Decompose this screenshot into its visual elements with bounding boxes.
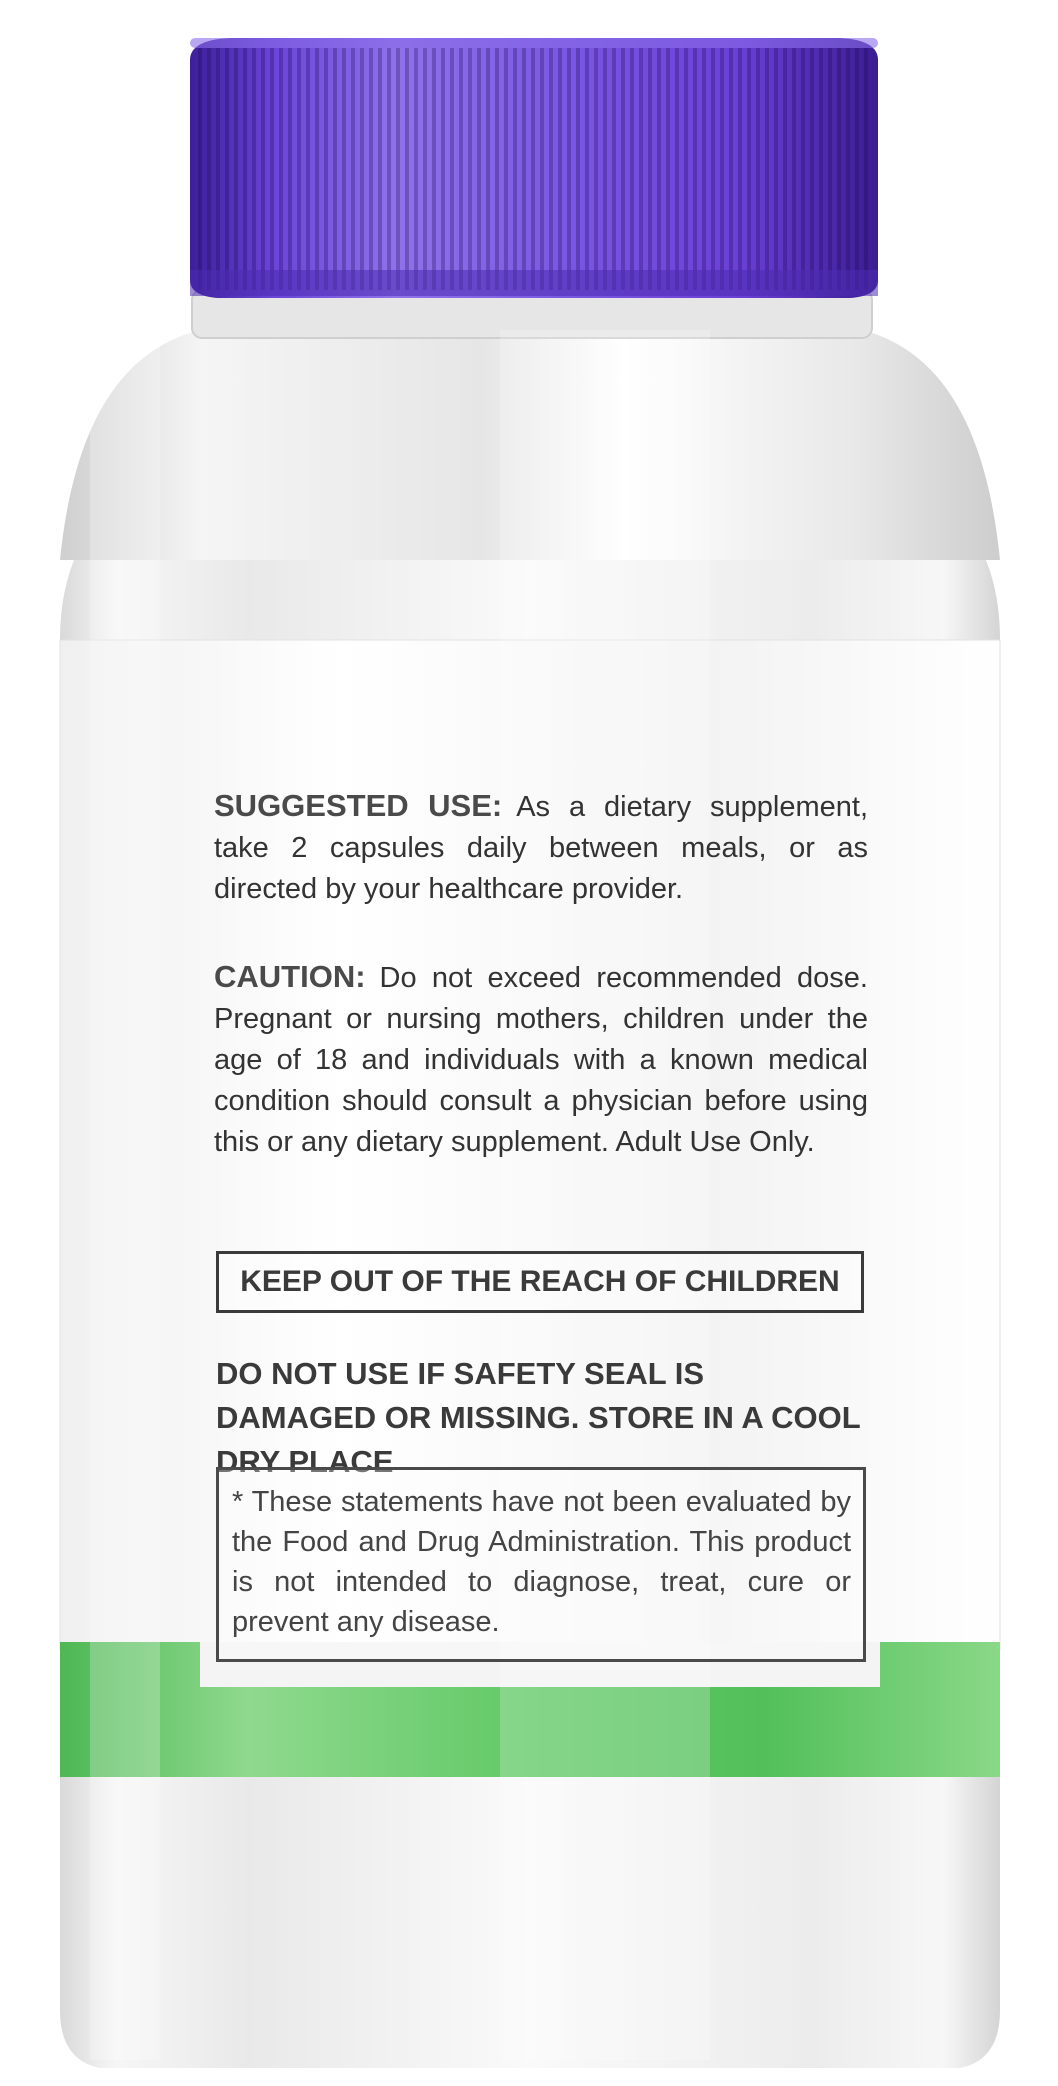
fda-disclaimer-box xyxy=(216,1467,866,1662)
safety-seal-warning: DO NOT USE IF SAFETY SEAL IS DAMAGED OR MISSING. STORE IN A COOL DRY PLACE xyxy=(216,1356,861,1479)
keep-out-warning: KEEP OUT OF THE REACH OF CHILDREN xyxy=(240,1265,840,1298)
suggested-use-body: As a dietary supplement, take 2 capsules daily between meals, or as directed by your healthcare provider. xyxy=(214,791,868,905)
suggested-use-heading: SUGGESTED USE: xyxy=(214,788,503,823)
caution-body: Do not exceed recommended dose. Pregnant or nursing mothers, children under the age of 18 and individuals with a known medical condition should consult a physician before using this or any dietary supplement. Adult Use Only. xyxy=(214,962,868,1158)
caution-section xyxy=(214,956,868,1163)
caution-heading: CAUTION: xyxy=(214,959,366,994)
cap-ridges xyxy=(196,48,872,290)
fda-disclaimer: * These statements have not been evaluated by the Food and Drug Administration. This product is not intended to diagnose, treat, cure or prevent any disease. xyxy=(232,1486,851,1638)
suggested-use-section xyxy=(214,785,868,910)
keep-out-warning-box xyxy=(216,1251,864,1313)
